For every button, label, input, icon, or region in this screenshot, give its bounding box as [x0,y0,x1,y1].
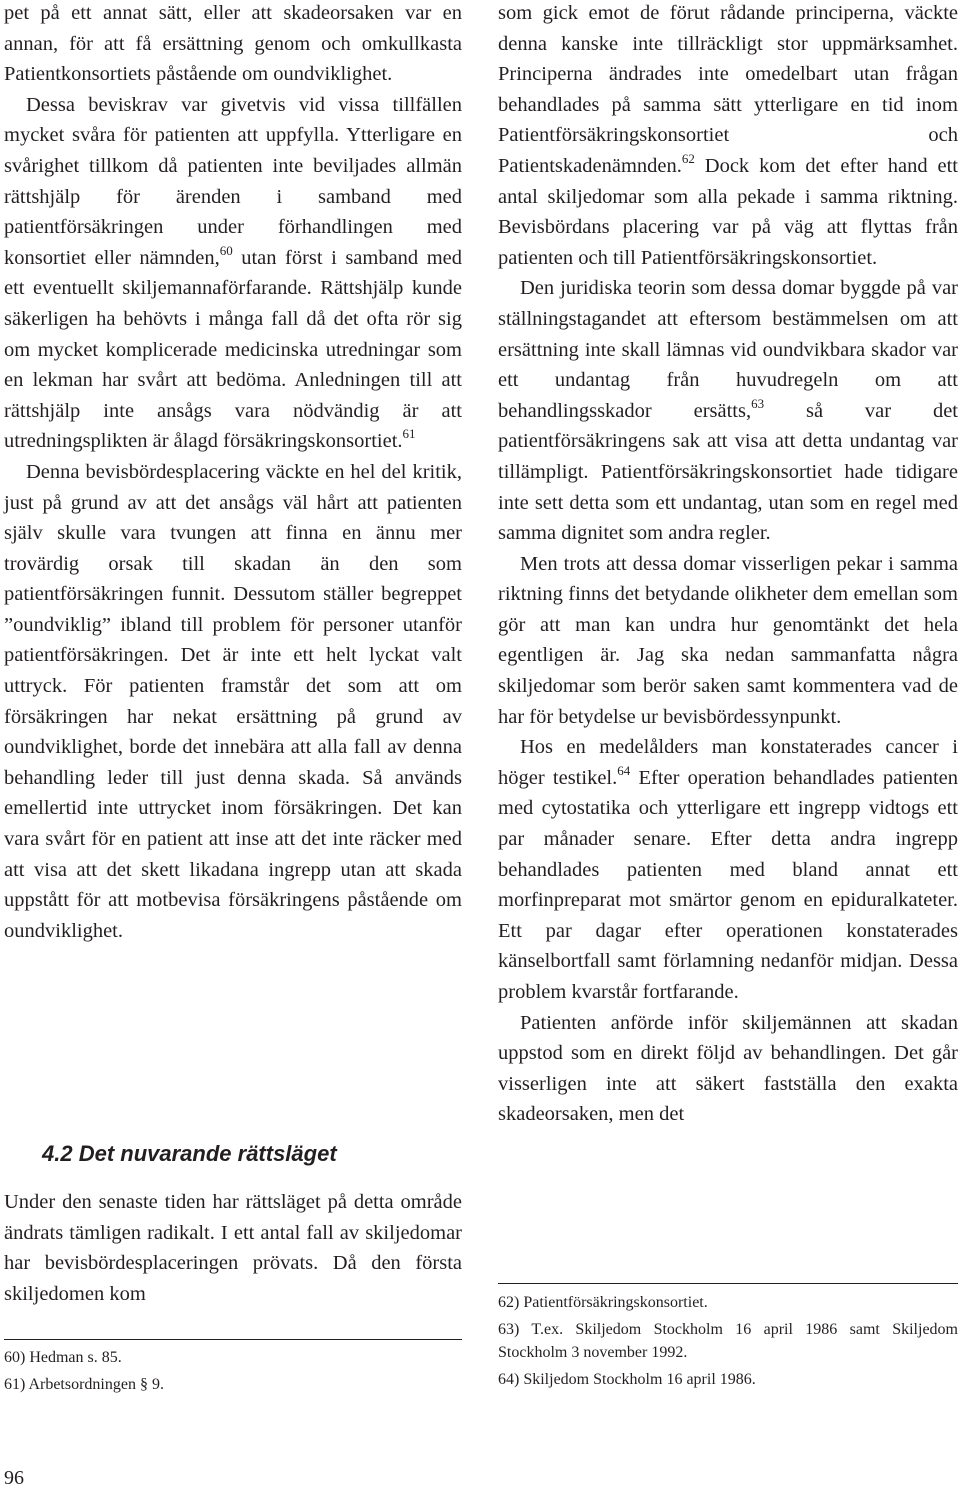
footnote-reference: 60 [219,242,233,258]
left-footnotes [4,1346,462,1400]
paragraph-text: Patienten anförde inför skiljemännen att skadan uppstod som en direkt följd av behandlingen. Det går visserligen inte att säkert fastställa den exakta skadeorsaken, men det [498,1011,958,1126]
paragraph-text: som gick emot de förut rådande principerna, väckte denna kanske inte tillräckligt stor uppmärksamhet. Principerna ändrades inte omedelbart utan frågan behandlades på samma sätt ytterligare en tid inom Patientförsäkringskonsortiet och Patientskadenämnden. [498,2,958,177]
footnote-reference: 61 [402,426,416,442]
paragraph-text: pet på ett annat sätt, eller att skadeorsaken var en annan, för att få ersättning genom och omkullkasta Patientkonsortiets påstående om oundviklighet. [4,2,462,86]
body-paragraph [498,0,958,273]
body-paragraph [4,457,462,947]
footnote-divider [4,1339,462,1340]
footnote: 62) Patientförsäkringskonsortiet. [498,1294,708,1311]
footnote: 60) Hedman s. 85. [4,1349,122,1366]
paragraph-text: Men trots att dessa domar visserligen pekar i samma riktning finns det betydande olikheter dem emellan som gör att man kan undra hur genomtänkt det hela egentligen är. Jag ska nedan sammanfatta några skiljedomar som berör saken samt kommentera vad de har för betydelse ur bevisbördessynpunkt. [498,552,958,728]
paragraph-text: så var det patientförsäkringens sak att visa att detta undantag var tillämpligt. Patientförsäkringskonsortiet hade tidigare inte sett detta som ett undantag, utan som en regel med samma dignitet som andra regler. [498,399,959,545]
footnote-reference: 63 [751,395,765,411]
body-paragraph [4,0,462,90]
footnote-divider [498,1283,958,1284]
footnote: 63) T.ex. Skiljedom Stockholm 16 april 1986 samt Skiljedom Stockholm 3 november 1992. [498,1321,958,1361]
section-heading: 4.2 Det nuvarande rättsläget [42,1141,337,1166]
body-paragraph [498,1008,958,1130]
body-paragraph [498,732,958,1007]
page-number: 96 [4,1467,24,1489]
paragraph-text: utan först i samband med ett eventuellt skiljemannaförfarande. Rättshjälp kunde säkerligen ha behövts i många fall då det ofta rör sig om mycket komplicerade medicinska utredningar som en lekman har svårt att bedöma. Anledningen till att rättshjälp inte ansågs vara nödvändig är att utredningsplikten är ålagd försäkringskonsortiet. [4,246,462,453]
right-footnotes [498,1291,958,1395]
paragraph-text: Dock kom det efter hand ett antal skiljedomar som alla pekade i samma riktning. Bevisbördans placering var på väg att flyttas från patienten och till Patientförsäkringskonsortiet. [498,154,958,269]
left-body-after-heading [4,1187,462,1309]
body-paragraph [4,90,462,457]
paragraph-text: Hos en medelålders man konstaterades cancer i höger testikel. [498,736,958,789]
paragraph-text: Dessa beviskrav var givetvis vid vissa tillfällen mycket svåra för patienten att uppfylla. Ytterligare en svårighet tillkom då patienten inte beviljades allmän rättshjälp för ärenden i samband med patientförsäkringen under förhandlingen med konsortiet eller nämnden, [4,93,462,269]
footnote: 61) Arbetsordningen § 9. [4,1376,164,1393]
left-body-top [4,0,462,946]
footnote: 64) Skiljedom Stockholm 16 april 1986. [498,1371,756,1388]
paragraph-text: Efter operation behandlades patienten med cytostatika och ytterligare ett ingrepp vidtogs ett par månader senare. Efter detta andra ingrepp behandlades patienten med bland annat ett morfinpreparat mot smärtor genom en epiduralkateter. Ett par dagar efter operationen konstaterades känselbortfall samt förlamning nedanför midjan. Dessa problem kvarstår fortfarande. [498,766,959,1003]
body-paragraph [498,549,958,733]
right-body [498,0,958,1130]
body-paragraph [4,1187,462,1309]
footnote-reference: 62 [681,150,695,166]
footnote-reference: 64 [617,762,631,778]
body-paragraph [498,273,958,548]
paragraph-text: Den juridiska teorin som dessa domar byggde på var ställningstagandet att eftersom bestämmelsen om att ersättning inte skall lämnas vid oundvikbara skador var ett undantag från huvudregeln om att behandlingsskador ersätts, [498,277,958,422]
paragraph-text: Denna bevisbördesplacering väckte en hel del kritik, just på grund av att det ansågs väl hårt att patienten själv skulle vara tvungen att finna en ännu mer trovärdig orsak till skadan än den som patientförsäkringen funnit. Dessutom ställer begreppet ”oundviklig” ibland till problem för personer utanför patientförsäkringen. Det är inte ett helt lyckat valt uttryck. För patienten framstår det som att om försäkringen har nekat ersättning på grund av oundviklighet, borde det innebära att alla fall av denna behandling leder till just denna skada. Så används emellertid inte uttrycket inom försäkringen. Det kan vara svårt för en patient att inse att det inte räcker med att visa att det skett likadana ingrepp utan att skada uppstått för att motbevisa försäkringens påstående om oundviklighet. [4,460,462,942]
paragraph-text: Under den senaste tiden har rättsläget på detta område ändrats tämligen radikalt. I ett antal fall av skiljedomar har bevisbördesplaceringen prövats. Då den första skiljedomen kom [4,1191,462,1305]
